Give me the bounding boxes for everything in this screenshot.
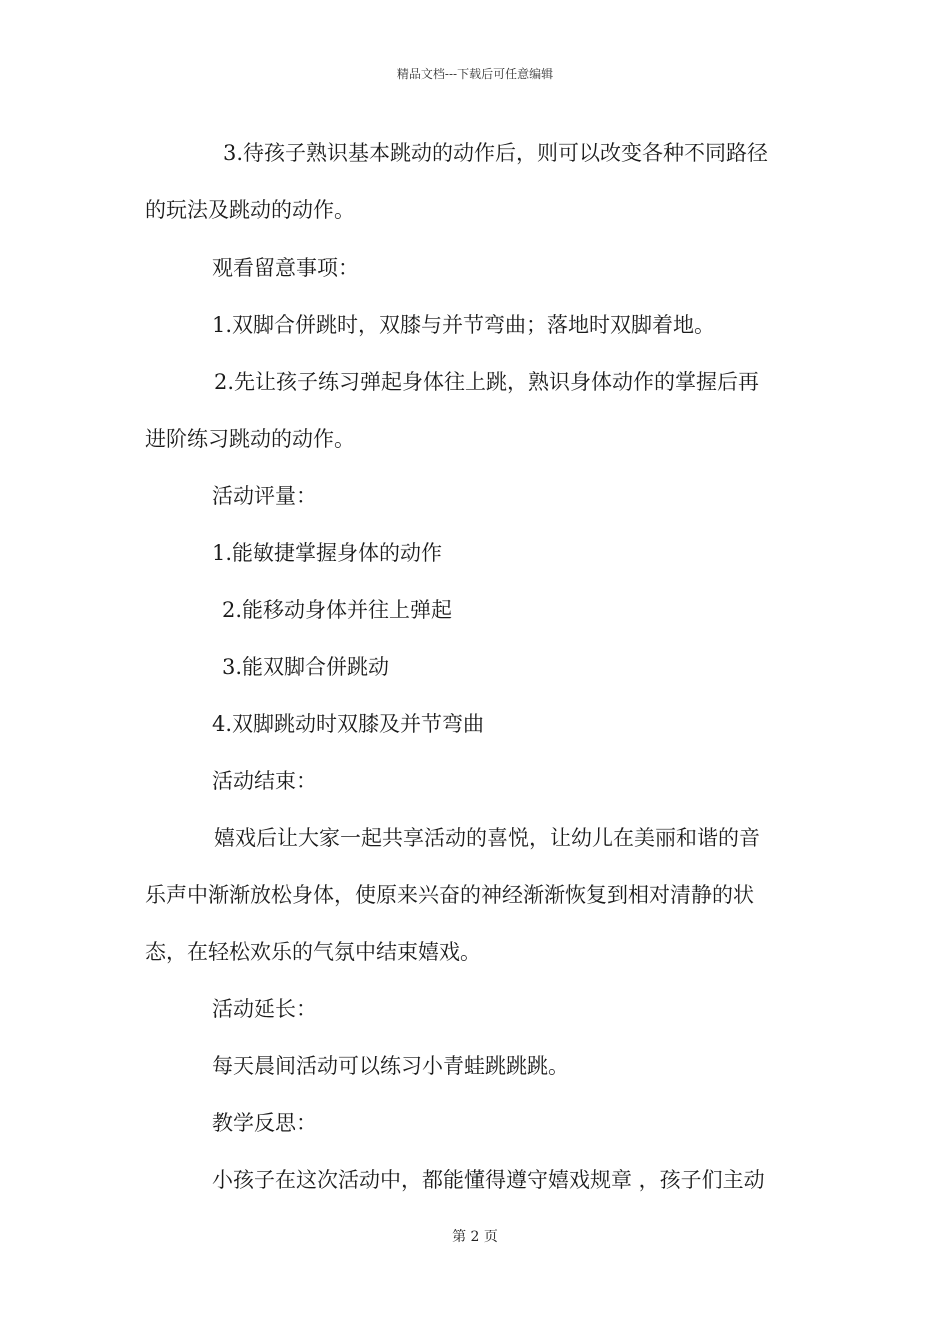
body-line-4: 1.双脚合併跳时，双膝与并节弯曲；落地时双脚着地。: [212, 313, 716, 337]
section-heading-ending: 活动结束：: [212, 769, 317, 793]
page-header: 精品文档---下载后可任意编辑: [396, 67, 554, 81]
page-number: 第 2 页: [452, 1229, 498, 1245]
body-line-15: 态，在轻松欢乐的气氛中结束嬉戏。: [145, 940, 481, 964]
body-line-13: 嬉戏后让大家一起共享活动的喜悦，让幼儿在美丽和谐的音: [214, 826, 760, 850]
body-line-14: 乐声中渐渐放松身体，使原来兴奋的神经渐渐恢复到相对清静的状: [145, 883, 754, 907]
body-line-6: 进阶练习跳动的动作。: [145, 427, 355, 451]
body-line-11: 4.双脚跳动时双膝及并节弯曲: [212, 712, 485, 736]
section-heading-observation: 观看留意事项：: [212, 256, 359, 280]
section-heading-extension: 活动延长：: [212, 997, 317, 1021]
body-line-1: 3.待孩子熟识基本跳动的动作后，则可以改变各种不同路径: [223, 141, 769, 165]
body-line-9: 2.能移动身体并往上弹起: [222, 598, 453, 622]
section-heading-evaluation: 活动评量：: [212, 484, 317, 508]
body-line-10: 3.能双脚合併跳动: [222, 655, 390, 679]
body-line-17: 每天晨间活动可以练习小青蛙跳跳跳。: [212, 1054, 569, 1078]
body-line-19: 小孩子在这次活动中，都能懂得遵守嬉戏规章 ，孩子们主动: [212, 1168, 765, 1192]
body-line-5: 2.先让孩子练习弹起身体往上跳，熟识身体动作的掌握后再: [214, 370, 760, 394]
body-line-2: 的玩法及跳动的动作。: [145, 198, 355, 222]
section-heading-reflection: 教学反思：: [212, 1111, 317, 1135]
body-line-8: 1.能敏捷掌握身体的动作: [212, 541, 443, 565]
